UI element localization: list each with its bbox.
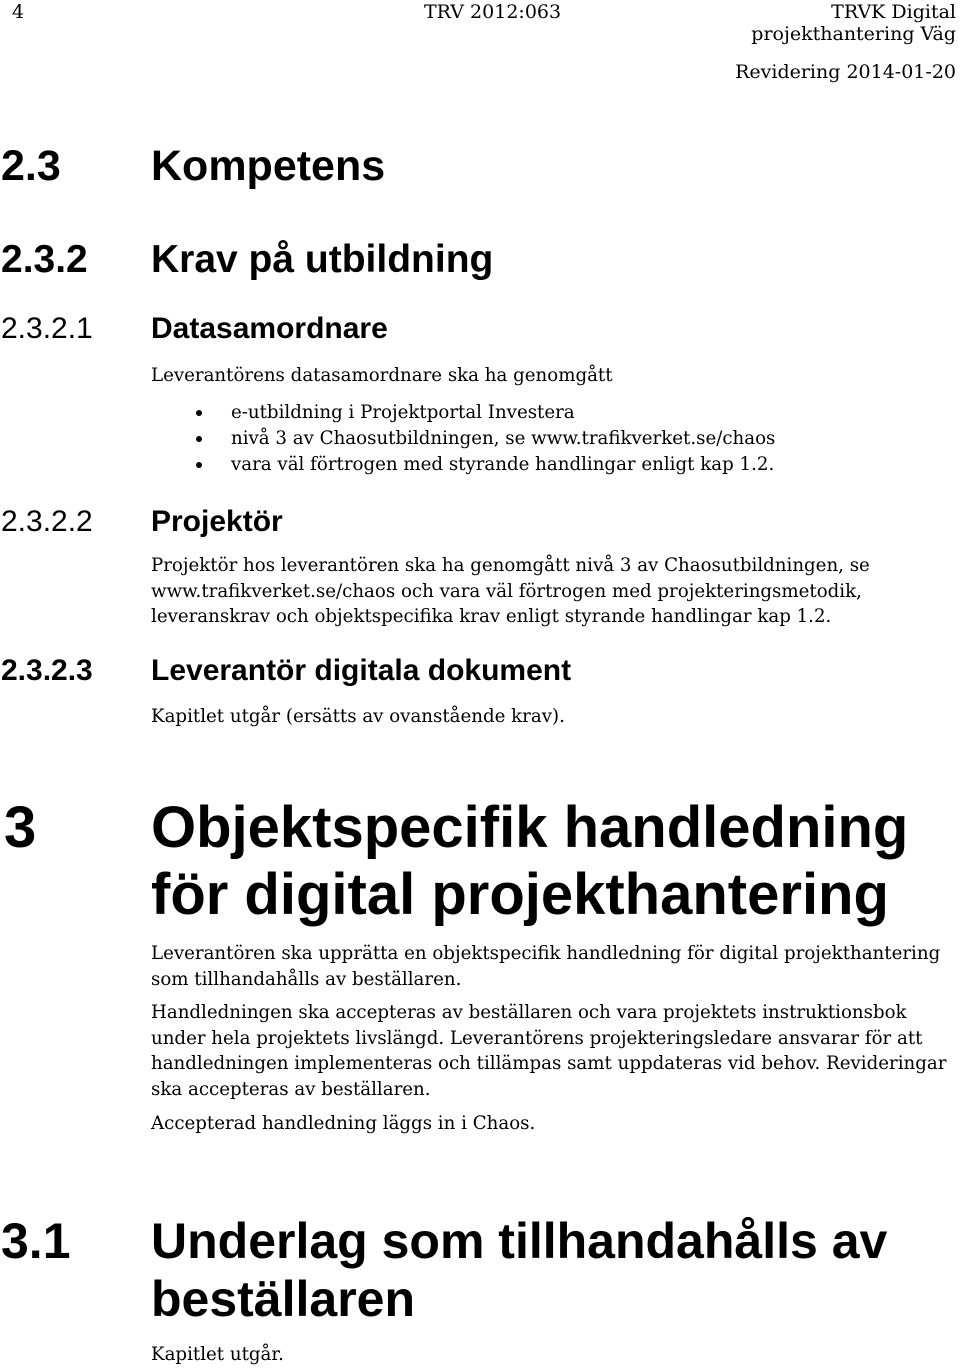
header-title-line1: TRVK Digital — [831, 1, 956, 23]
header-revision: Revidering 2014-01-20 — [735, 61, 956, 83]
section-3-1-title-line2: beställaren — [151, 1271, 416, 1327]
section-3-title-line1: Objektspecifik handledning — [151, 795, 909, 860]
list-item: nivå 3 av Chaosutbildningen, se www.trafikverket.se/chaos — [151, 426, 775, 452]
bullet-icon — [196, 462, 202, 468]
bullet-icon — [196, 436, 202, 442]
list-item: vara väl förtrogen med styrande handlingar enligt kap 1.2. — [151, 452, 775, 478]
leverantor-body: Kapitlet utgår (ersätts av ovanstående krav). — [151, 706, 565, 727]
page-number: 4 — [12, 1, 25, 23]
section-3-number: 3 — [4, 795, 37, 860]
section-3-paragraph-1: Leverantören ska upprätta en objektspecifik handledning för digital projekthantering som tillhandahålls av beställaren. — [151, 943, 941, 990]
section-2-3-2-2-title: Projektör — [151, 505, 283, 538]
section-3-1-body: Kapitlet utgår. — [151, 1344, 284, 1365]
projektor-body: Projektör hos leverantören ska ha genomgått nivå 3 av Chaosutbildningen, se www.trafikverket.se/chaos och vara väl förtrogen med projekteringsmetodik, leveranskrav och objektspecifika krav enligt styrande handlingar kap 1.2. — [151, 555, 870, 627]
document-id: TRV 2012:063 — [424, 1, 562, 23]
header-title-line2: projekthantering Väg — [751, 23, 956, 45]
list-item: e-utbildning i Projektportal Investera — [151, 400, 775, 426]
bullet-icon — [196, 410, 202, 416]
section-2-3-2-title: Krav på utbildning — [151, 238, 494, 281]
section-2-3-2-3-title: Leverantör digitala dokument — [151, 654, 572, 687]
section-2-3-2-number: 2.3.2 — [1, 238, 88, 281]
section-2-3-number: 2.3 — [1, 142, 61, 190]
section-2-3-title: Kompetens — [151, 142, 386, 190]
section-2-3-2-3-number: 2.3.2.3 — [1, 654, 93, 687]
datasamordnare-bullet-list — [151, 400, 775, 478]
section-2-3-2-2-number: 2.3.2.2 — [1, 505, 93, 538]
section-3-paragraph-3: Accepterad handledning läggs in i Chaos. — [151, 1113, 536, 1134]
section-3-title-line2: för digital projekthantering — [151, 862, 889, 927]
section-2-3-2-1-title: Datasamordnare — [151, 312, 388, 345]
section-2-3-2-1-number: 2.3.2.1 — [1, 312, 93, 345]
datasamordnare-intro: Leverantörens datasamordnare ska ha genomgått — [151, 365, 613, 386]
section-3-paragraph-2: Handledningen ska accepteras av beställaren och vara projektets instruktionsbok under hela projektets livslängd. Leverantörens projekteringsledare ansvarar för att handledningen implementeras och tillämpas samt uppdateras vid behov. Revideringar ska accepteras av beställaren. — [151, 1002, 947, 1100]
section-3-1-number: 3.1 — [1, 1213, 71, 1269]
section-3-1-title-line1: Underlag som tillhandahålls av — [151, 1213, 888, 1269]
